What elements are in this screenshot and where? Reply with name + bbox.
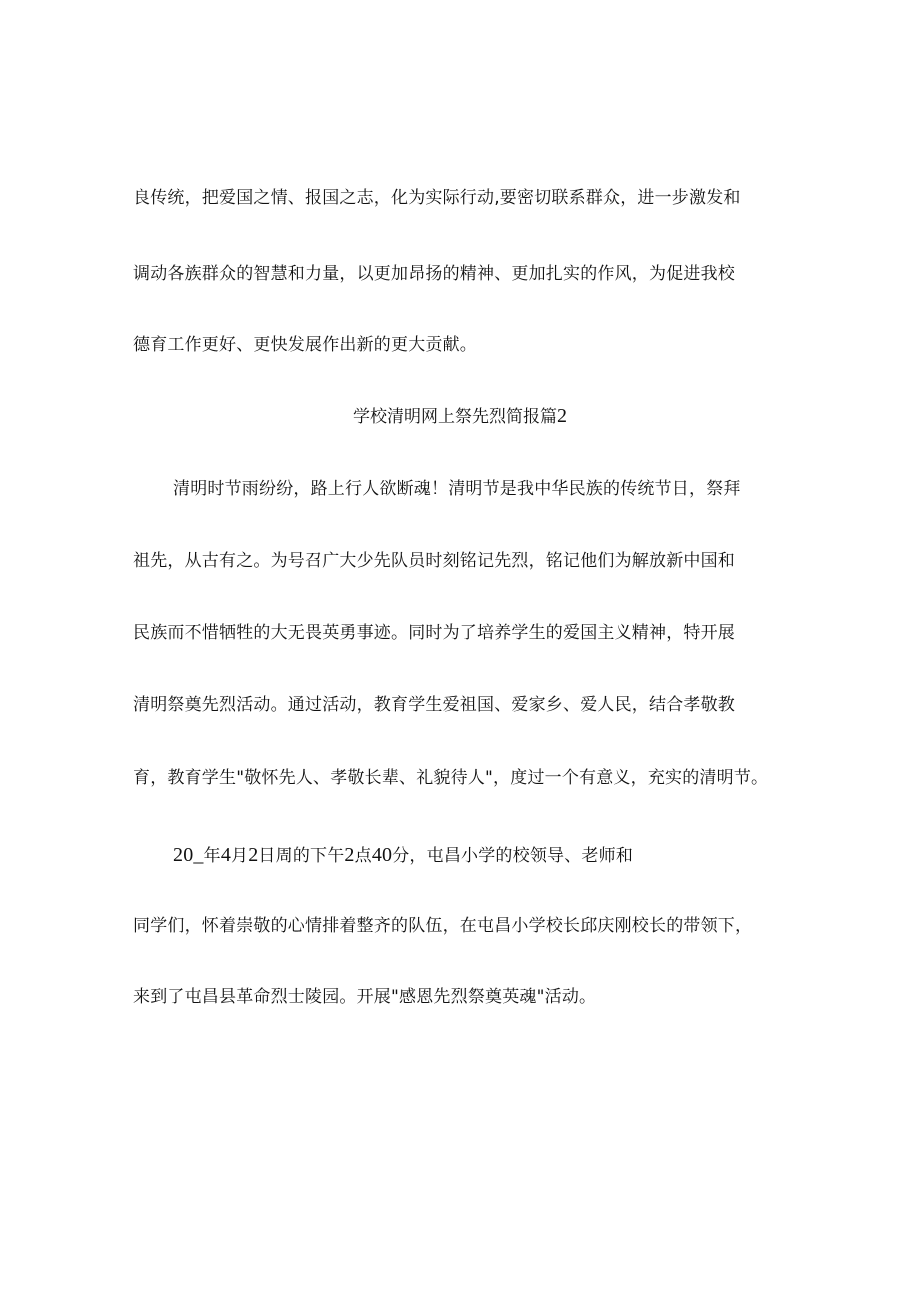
date-day: 2 <box>248 844 259 866</box>
date-month-unit: 月 <box>231 846 249 866</box>
time-minute: 40 <box>371 844 393 866</box>
paragraph-2-line-3: 民族而不惜牺牲的大无畏英勇事迹。同时为了培养学生的爱国主义精神，特开展 <box>133 623 735 643</box>
date-month: 4 <box>220 844 232 866</box>
paragraph-1-line-2: 调动各族群众的智慧和力量，以更加昂扬的精神、更加扎实的作风，为促进我校 <box>133 264 735 284</box>
paragraph-2-line-5: 育，教育学生"敬怀先人、孝敬长辈、礼貌待人"，度过一个有意义，充实的清明节。 <box>133 768 769 788</box>
time-hour-unit: 点 <box>354 846 372 866</box>
paragraph-3-line-1 <box>173 843 853 868</box>
paragraph-3-line-3: 来到了屯昌县革命烈士陵园。开展"感恩先烈祭奠英魂"活动。 <box>133 987 597 1007</box>
paragraph-1-line-3: 德育工作更好、更快发展作出新的更大贡献。 <box>133 335 477 355</box>
paragraph-3-line-1-rest: 分，屯昌小学的校领导、老师和 <box>392 846 634 866</box>
section-title-number: 2 <box>557 405 567 427</box>
paragraph-2-line-1: 清明时节雨纷纷，路上行人欲断魂！清明节是我中华民族的传统节日，祭拜 <box>173 479 741 499</box>
section-title-text: 学校清明网上祭先烈简报篇 <box>353 407 557 427</box>
date-day-unit: 日周的下午 <box>258 846 345 866</box>
date-year-unit: 年 <box>203 846 221 866</box>
date-year: 20_ <box>173 844 204 866</box>
time-hour: 2 <box>344 844 355 866</box>
paragraph-1-line-1: 良传统，把爱国之情、报国之志，化为实际行动,要密切联系群众，进一步激发和 <box>133 188 741 208</box>
paragraph-3-line-2: 同学们，怀着崇敬的心情排着整齐的队伍，在屯昌小学校长邱庆刚校长的带领下， <box>133 916 753 936</box>
paragraph-2-line-4: 清明祭奠先烈活动。通过活动，教育学生爱祖国、爱家乡、爱人民，结合孝敬教 <box>133 695 735 715</box>
section-title <box>0 404 920 429</box>
paragraph-2-line-2: 祖先，从古有之。为号召广大少先队员时刻铭记先烈，铭记他们为解放新中国和 <box>133 551 735 571</box>
